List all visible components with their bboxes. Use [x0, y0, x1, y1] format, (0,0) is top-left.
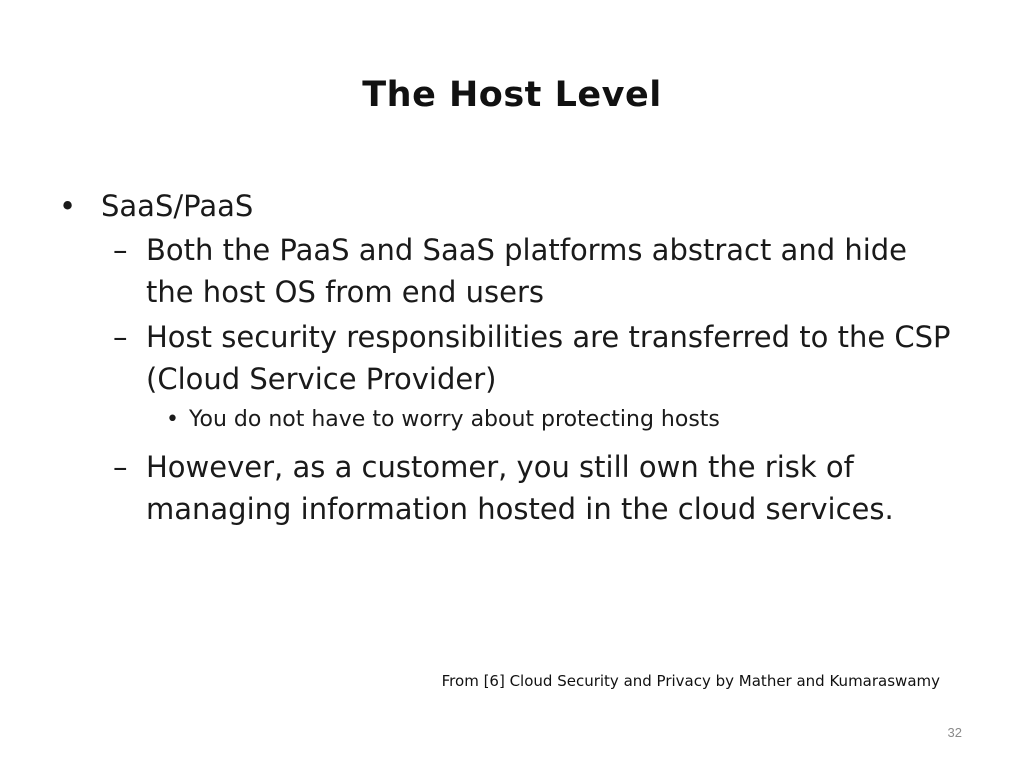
bullet-item-saas-paas [56, 186, 956, 226]
bullet-dot-icon: • [59, 189, 77, 223]
dash-bullet-icon: – [113, 320, 128, 354]
dash-bullet-icon: – [113, 233, 128, 267]
citation: From [6] Cloud Security and Privacy by Mather and Kumaraswamy [441, 672, 940, 690]
dash-bullet-icon: – [113, 450, 128, 484]
sub-bullet-item-abstract-host [56, 229, 956, 313]
bullet-dot-icon: • [166, 407, 179, 432]
sub-bullet-item-security-transferred [56, 316, 956, 400]
bullet-text: SaaS/PaaS [101, 189, 254, 223]
sub-sub-bullet-item-no-worry [56, 403, 956, 437]
slide-body [56, 186, 956, 533]
sub-bullet-text: Host security responsibilities are transferred to the CSP (Cloud Service Provider) [146, 320, 951, 396]
sub-sub-bullet-text: You do not have to worry about protecting hosts [189, 407, 720, 432]
page-number: 32 [947, 725, 962, 740]
sub-bullet-text: However, as a customer, you still own the risk of managing information hosted in the cloud services. [146, 450, 894, 526]
slide-title: The Host Level [362, 75, 662, 115]
sub-bullet-text: Both the PaaS and SaaS platforms abstract and hide the host OS from end users [146, 233, 908, 309]
sub-bullet-item-customer-risk [56, 446, 956, 530]
